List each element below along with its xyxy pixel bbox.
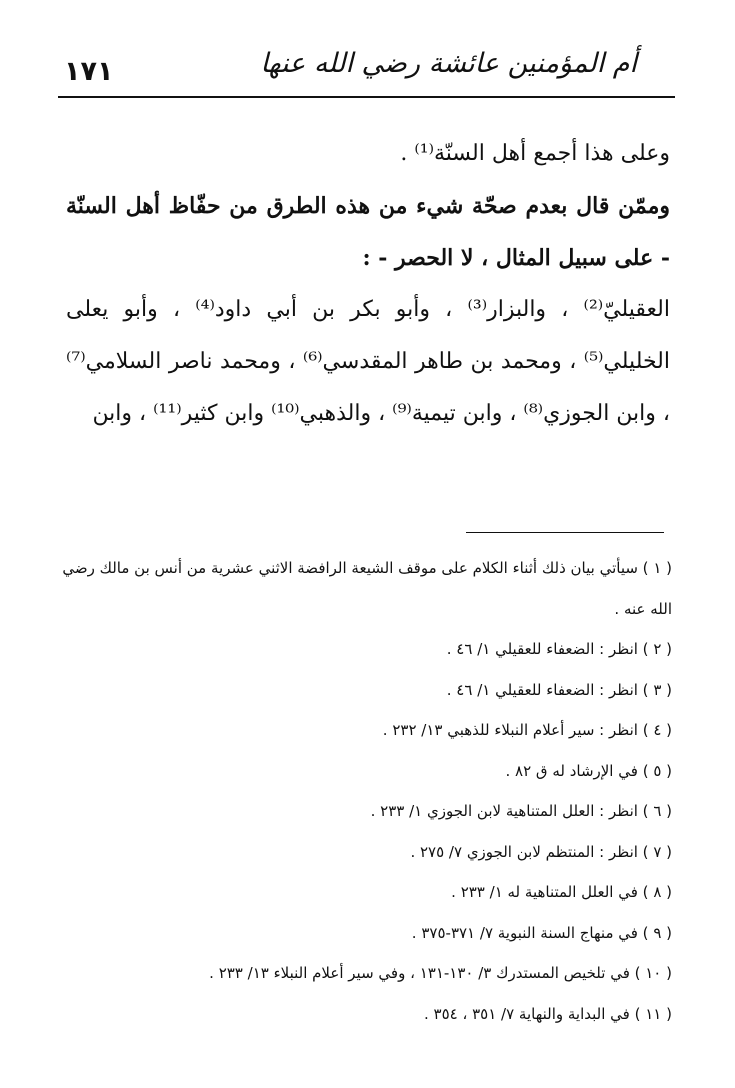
footnote-8: ( ٨ ) في العلل المتناهية له ١/ ٢٣٣ . <box>451 883 672 901</box>
footnote-11: ( ١١ ) في البداية والنهاية ٧/ ٣٥١ ، ٣٥٤ . <box>423 1004 672 1023</box>
header-divider <box>58 96 675 98</box>
paragraph-consensus: وعلى هذا أجمع أهل السنّة⁽¹⁾ . <box>400 141 670 166</box>
footnote-4: ( ٤ ) انظر : سير أعلام النبلاء للذهبي ١٣/ ٢٣٢ . <box>382 721 672 739</box>
paragraph-hadith-scholars: وممّن قال بعدم صحّة شيء من هذه الطرق من حفّاظ أهل السنّة - على سبيل المثال ، لا الحصر - : <box>66 193 670 271</box>
footnote-10: ( ١٠ ) في تلخيص المستدرك ٣/ ١٣٠-١٣١ ، وفي سير أعلام النبلاء ١٣/ ٢٣٣ . <box>209 964 672 982</box>
footnote-divider <box>466 532 664 533</box>
page-header <box>60 44 675 96</box>
paragraph-scholar-list: العقيليّ⁽²⁾ ، والبزار⁽³⁾ ، وأبو بكر بن أبي داود⁽⁴⁾ ، وأبو يعلى الخليلي⁽⁵⁾ ، ومحمد بن طاهر المقدسي⁽⁶⁾ ، ومحمد ناصر السلامي⁽⁷⁾ ، وابن الجوزي⁽⁸⁾ ، وابن تيمية⁽⁹⁾ ، والذهبي⁽¹⁰⁾ وابن كثير⁽¹¹⁾ ، وابن <box>66 297 670 426</box>
footnote-3: ( ٣ ) انظر : الضعفاء للعقيلي ١/ ٤٦ . <box>446 680 672 699</box>
page-number: ١٧١ <box>64 56 114 87</box>
footnote-5: ( ٥ ) في الإرشاد له ق ٨٢ . <box>505 761 672 780</box>
main-text <box>66 128 670 440</box>
footnotes <box>62 548 672 1034</box>
footnote-2: ( ٢ ) انظر : الضعفاء للعقيلي ١/ ٤٦ . <box>446 640 672 658</box>
footnote-9: ( ٩ ) في منهاج السنة النبوية ٧/ ٣٧١-٣٧٥ . <box>411 923 672 942</box>
footnote-6: ( ٦ ) انظر : العلل المتناهية لابن الجوزي ١/ ٢٣٣ . <box>370 802 672 820</box>
running-head-title: أم المؤمنين عائشة رضي الله عنها <box>260 48 637 79</box>
footnote-7: ( ٧ ) انظر : المنتظم لابن الجوزي ٧/ ٢٧٥ . <box>410 842 672 861</box>
footnote-1: ( ١ ) سيأتي بيان ذلك أثناء الكلام على موقف الشيعة الرافضة الاثني عشرية من أنس بن مالك رضي الله عنه . <box>62 559 672 618</box>
